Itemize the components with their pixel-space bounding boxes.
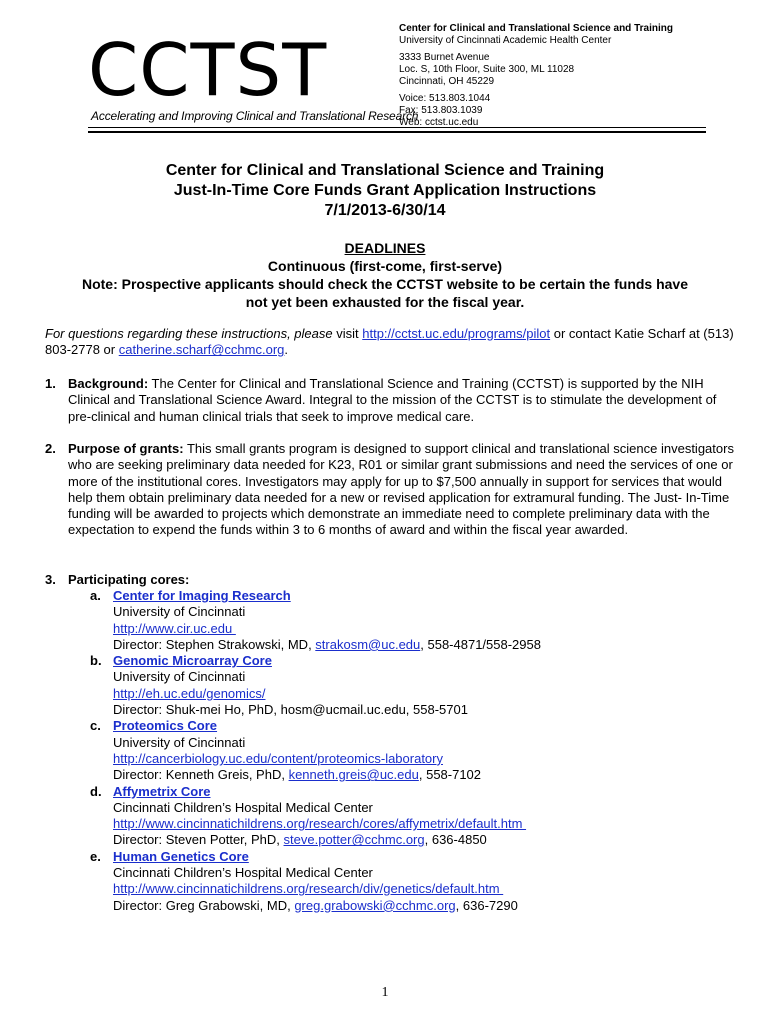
core-url-link[interactable]: http://www.cincinnatichildrens.org/research/div/genetics/default.htm bbox=[113, 881, 504, 897]
core-item bbox=[90, 783, 735, 849]
core-url-link[interactable]: http://www.cir.uc.edu bbox=[113, 620, 236, 636]
address-line-3: Cincinnati, OH 45229 bbox=[399, 76, 495, 87]
core-institution: University of Cincinnati bbox=[113, 604, 246, 620]
director-email-link[interactable]: kenneth.greis@uc.edu bbox=[288, 767, 419, 783]
core-item bbox=[90, 588, 735, 653]
core-url-link[interactable]: http://www.cincinnatichildrens.org/research/cores/affymetrix/default.htm bbox=[113, 816, 527, 832]
section-heading: Background: bbox=[68, 376, 149, 391]
deadlines-continuous: Continuous (first-come, first-serve) bbox=[267, 258, 503, 274]
core-item bbox=[90, 718, 735, 783]
core-institution: University of Cincinnati bbox=[113, 734, 246, 750]
title-line-1: Center for Clinical and Translational Science and Training bbox=[165, 162, 605, 179]
section-number: 3. bbox=[45, 572, 56, 587]
section-number: 1. bbox=[45, 376, 56, 391]
section-background bbox=[45, 376, 735, 425]
core-name-link[interactable]: Affymetrix Core bbox=[113, 783, 211, 799]
contact-block bbox=[399, 23, 673, 129]
intro-visit: visit bbox=[332, 326, 363, 341]
core-letter: d. bbox=[90, 783, 102, 799]
org-name: Center for Clinical and Translational Science and Training bbox=[399, 23, 673, 34]
section-cores bbox=[45, 572, 735, 913]
cctst-logo: CCTST bbox=[88, 28, 328, 112]
intro-italic: For questions regarding these instructions, please bbox=[45, 326, 333, 341]
core-name-link[interactable]: Human Genetics Core bbox=[113, 848, 249, 864]
director-email-link[interactable]: steve.potter@cchmc.org bbox=[283, 832, 425, 848]
core-url-link[interactable]: http://eh.uc.edu/genomics/ bbox=[113, 685, 266, 701]
section-text: The Center for Clinical and Translational Science and Training (CCTST) is supported by the NIH Clinical and Translational Science Award. Integral to the mission of the CCTST is to stimulate the development of pre-clinical and human clinical trials that seek to improve medical care. bbox=[68, 376, 717, 424]
core-institution: Cincinnati Children’s Hospital Medical Center bbox=[113, 865, 373, 881]
logo-tagline: Accelerating and Improving Clinical and Translational Research bbox=[91, 109, 419, 123]
core-url-link[interactable]: http://cancerbiology.uc.edu/content/proteomics-laboratory bbox=[113, 750, 443, 766]
core-item bbox=[90, 848, 735, 914]
core-letter: b. bbox=[90, 653, 102, 669]
core-letter: c. bbox=[90, 718, 101, 734]
deadlines-note-1: Note: Prospective applicants should check the CCTST website to be certain the funds have bbox=[81, 276, 689, 292]
intro-end: . bbox=[284, 342, 289, 358]
core-item bbox=[90, 653, 735, 718]
document-title bbox=[0, 161, 770, 221]
director-email-link[interactable]: strakosm@uc.edu bbox=[315, 636, 421, 652]
director-email-link[interactable]: greg.grabowski@cchmc.org bbox=[294, 897, 456, 913]
section-text: This small grants program is designed to support clinical and translational science investigators who are seeking preliminary data needed for K23, R01 or similar grant submissions and need the services of one or more of the institutional cores. Investigators may apply for up to $7,500 annually in support for services that would help them obtain preliminary data needed for a new or revised application for extramural funding. The Just- In-Time funding will be awarded to projects which demonstrate an immediate need to complete preliminary data with the expectation to expend the funds within 3 to 6 months of award and within the fiscal year awarded. bbox=[68, 441, 734, 538]
core-name-link[interactable]: Genomic Microarray Core bbox=[113, 653, 272, 669]
title-line-2: Just-In-Time Core Funds Grant Application Instructions bbox=[173, 182, 597, 199]
core-institution: University of Cincinnati bbox=[113, 669, 246, 685]
web-line: Web: cctst.uc.edu bbox=[399, 117, 479, 128]
page-number: 1 bbox=[381, 985, 389, 1000]
fax-line: Fax: 513.803.1039 bbox=[399, 105, 483, 116]
core-letter: a. bbox=[90, 588, 101, 603]
section-heading: Participating cores: bbox=[68, 572, 190, 587]
core-name-link[interactable]: Center for Imaging Research bbox=[113, 588, 291, 603]
deadlines-note-2: not yet been exhausted for the fiscal year. bbox=[245, 294, 525, 310]
core-director: Director: Kenneth Greis, PhD, kenneth.greis@uc.edu, 558-7102 bbox=[113, 767, 482, 783]
title-line-3: 7/1/2013-6/30/14 bbox=[324, 202, 446, 219]
org-sub: University of Cincinnati Academic Health Center bbox=[399, 35, 612, 46]
section-number: 2. bbox=[45, 441, 56, 456]
core-director: Director: Stephen Strakowski, MD, strakosm@uc.edu, 558-4871/558-2958 bbox=[113, 636, 541, 652]
address-line-2: Loc. S, 10th Floor, Suite 300, ML 11028 bbox=[399, 64, 575, 75]
section-purpose bbox=[45, 441, 735, 539]
intro-paragraph bbox=[45, 326, 735, 359]
letterhead-rule bbox=[88, 127, 706, 133]
core-name-link[interactable]: Proteomics Core bbox=[113, 718, 218, 734]
section-heading: Purpose of grants: bbox=[68, 441, 184, 456]
pilot-link[interactable]: http://cctst.uc.edu/programs/pilot bbox=[362, 326, 551, 341]
address-line-1: 3333 Burnet Avenue bbox=[399, 52, 490, 63]
voice-line: Voice: 513.803.1044 bbox=[399, 93, 491, 104]
deadlines-heading: DEADLINES bbox=[344, 240, 426, 256]
intro-mid: or contact Katie Scharf at (513) 803-2778 or bbox=[45, 326, 734, 358]
core-director: Director: Greg Grabowski, MD, greg.grabowski@cchmc.org, 636-7290 bbox=[113, 897, 518, 913]
core-director: Director: Shuk-mei Ho, PhD, hosm@ucmail.uc.edu, 558-5701 bbox=[113, 702, 468, 718]
core-director: Director: Steven Potter, PhD, steve.potter@cchmc.org, 636-4850 bbox=[113, 832, 487, 848]
deadlines-block bbox=[0, 239, 770, 311]
core-letter: e. bbox=[90, 848, 101, 864]
core-institution: Cincinnati Children’s Hospital Medical Center bbox=[113, 799, 373, 815]
cores-list bbox=[45, 588, 735, 914]
contact-email-link[interactable]: catherine.scharf@cchmc.org bbox=[118, 342, 285, 358]
